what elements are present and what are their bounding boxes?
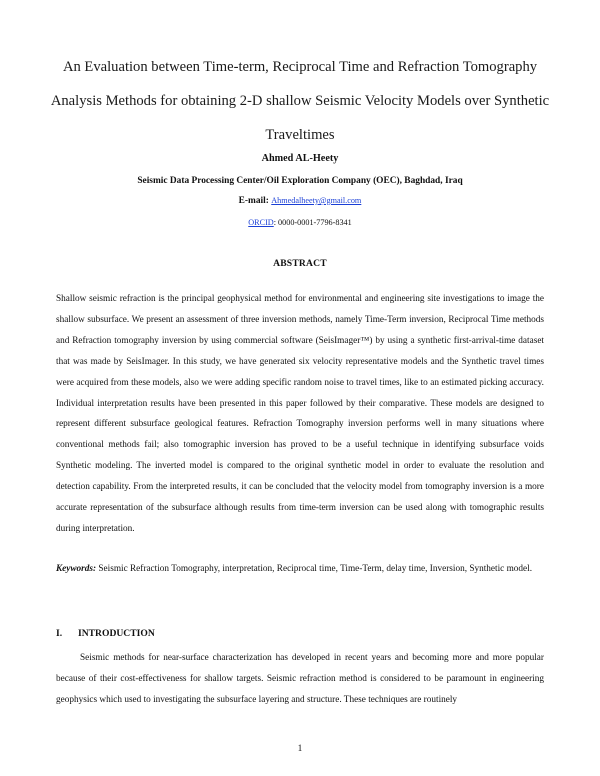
keywords-label: Keywords:: [56, 564, 97, 574]
orcid-value: : 0000-0001-7796-8341: [273, 218, 352, 227]
section-title: INTRODUCTION: [78, 628, 155, 639]
section-number: I.: [56, 628, 63, 639]
abstract-text: Shallow seismic refraction is the principal geophysical method for environmental and engineering site investigations to image the shallow subsurface. We present an assessment of three inversion methods, namely Time-Term inversion, Reciprocal Time methods and Refraction tomography inversion by using commercial software (SeisImager™) by using a synthetic first-arrival-time dataset that was made by SeisImager. In this study, we have generated six velocity representative models and the Synthetic travel times were acquired from these models, also we were adding specific random noise to travel times, like to an estimated picking accuracy. Individual interpretation results have been presented in this paper followed by their comparative. These models are designed to represent different subsurface geological features. Refraction Tomography inversion performs well in many situations where conventional methods fail; also tomographic inversion has proved to be a useful technique in identifying subsurface voids Synthetic modeling. The inverted model is compared to the original synthetic model in order to evaluate the resolution and detection capability. From the interpreted results, it can be concluded that the velocity model from tomography inversion is a more accurate representation of the subsurface although results from time-term inversion can be used along with tomographic results during interpretation.: [56, 294, 544, 534]
keywords-text: Seismic Refraction Tomography, interpretation, Reciprocal time, Time-Term, delay time, Inversion, Synthetic model.: [96, 564, 533, 574]
orcid-link[interactable]: ORCID: [248, 218, 274, 227]
email-label: E-mail:: [238, 196, 269, 206]
email-link[interactable]: Ahmedalheety@gmail.com: [271, 196, 362, 205]
abstract-heading: ABSTRACT: [273, 258, 327, 269]
author-name: Ahmed AL-Heety: [261, 153, 339, 164]
keywords-paragraph: [56, 559, 544, 580]
page-number: 1: [297, 744, 303, 754]
section-heading-introduction: [56, 628, 155, 639]
author-affiliation: Seismic Data Processing Center/Oil Exploration Company (OEC), Baghdad, Iraq: [137, 176, 463, 186]
orcid-line: [40, 218, 560, 227]
introduction-text: Seismic methods for near-surface characterization has developed in recent years and becoming more and more popular because of their cost-effectiveness for shallow targets. Seismic refraction method is considered to be paramount in engineering geophysics which used to investigating the subsurface layering and structure. These techniques are routinely: [56, 653, 544, 705]
email-line: [40, 196, 560, 206]
paper-title: An Evaluation between Time-term, Reciprocal Time and Refraction Tomography Analysis Methods for obtaining 2-D shallow Seismic Velocity Models over Synthetic Traveltimes: [50, 59, 550, 143]
